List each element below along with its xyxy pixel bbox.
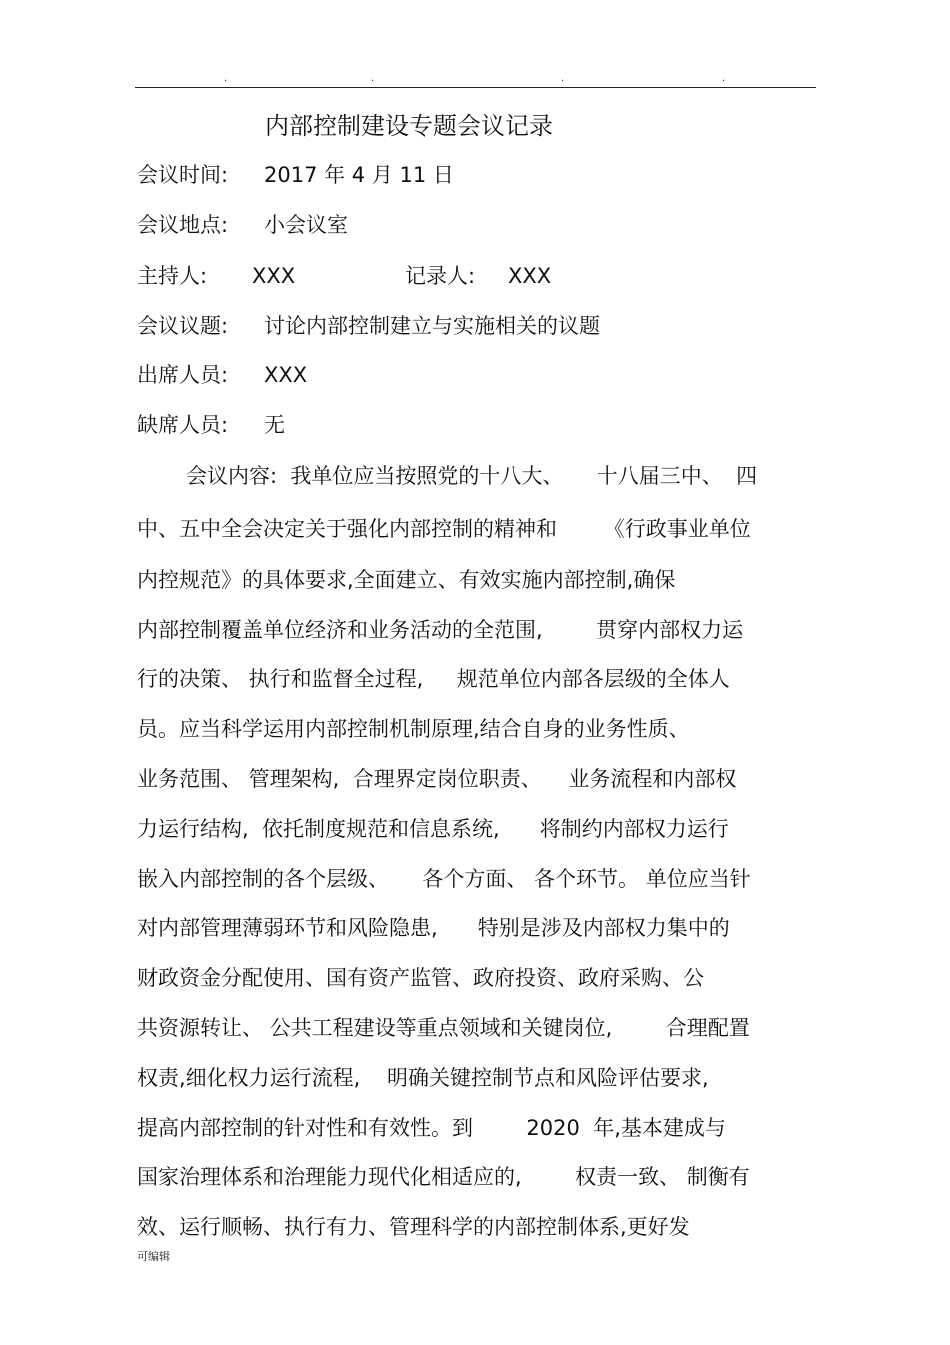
content-line: 行的决策、 执行和监督全过程, 规范单位内部各层级的全体人	[137, 667, 730, 691]
content-line: 共资源转让、 公共工程建设等重点领域和关键岗位, 合理配置	[137, 1016, 750, 1040]
content-line: 会议内容: 我单位应当按照党的十八大、 十八届三中、 四	[186, 464, 758, 488]
recorder-value: XXX	[508, 264, 552, 288]
attendees-label: 出席人员:	[137, 363, 229, 387]
content-line: 嵌入内部控制的各个层级、 各个方面、 各个环节。 单位应当针	[137, 867, 751, 891]
content-line: 对内部管理薄弱环节和风险隐患, 特别是涉及内部权力集中的	[137, 916, 730, 940]
meeting-time-value: 2017 年 4 月 11 日	[264, 163, 454, 187]
header-dot: .	[224, 73, 228, 84]
host-label: 主持人:	[137, 264, 208, 288]
header-dot: .	[561, 73, 565, 84]
meeting-place-value: 小会议室	[264, 213, 348, 237]
content-line: 业务范围、 管理架构, 合理界定岗位职责、 业务流程和内部权	[137, 767, 737, 791]
meeting-place-label: 会议地点:	[137, 213, 229, 237]
host-value: XXX	[252, 264, 296, 288]
content-line: 财政资金分配使用、国有资产监管、政府投资、政府采购、公	[137, 966, 704, 990]
topic-value: 讨论内部控制建立与实施相关的议题	[264, 314, 600, 338]
header-rule	[135, 87, 816, 88]
content-line: 国家治理体系和治理能力现代化相适应的, 权责一致、 制衡有	[137, 1165, 750, 1189]
header-dot: .	[722, 73, 726, 84]
content-line: 权责,细化权力运行流程, 明确关键控制节点和风险评估要求,	[137, 1066, 709, 1090]
document-title: 内部控制建设专题会议记录	[265, 112, 553, 140]
recorder-label: 记录人:	[405, 264, 476, 288]
content-line: 中、五中全会决定关于强化内部控制的精神和 《行政事业单位	[137, 517, 751, 541]
content-line: 提高内部控制的针对性和有效性。到 2020 年,基本建成与	[137, 1116, 726, 1140]
absent-label: 缺席人员:	[137, 413, 229, 437]
content-line: 效、运行顺畅、执行有力、管理科学的内部控制体系,更好发	[137, 1215, 690, 1239]
content-line: 内控规范》的具体要求,全面建立、有效实施内部控制,确保	[137, 568, 676, 592]
content-line: 力运行结构, 依托制度规范和信息系统, 将制约内部权力运行	[137, 817, 729, 841]
footer-editable-note: 可编辑	[137, 1250, 170, 1263]
content-line: 员。应当科学运用内部控制机制原理,结合自身的业务性质、	[137, 717, 690, 741]
attendees-value: XXX	[264, 363, 308, 387]
content-line: 内部控制覆盖单位经济和业务活动的全范围, 贯穿内部权力运	[137, 618, 744, 642]
absent-value: 无	[264, 413, 285, 437]
topic-label: 会议议题:	[137, 314, 229, 338]
meeting-time-label: 会议时间:	[137, 163, 229, 187]
header-dot: .	[371, 73, 375, 84]
